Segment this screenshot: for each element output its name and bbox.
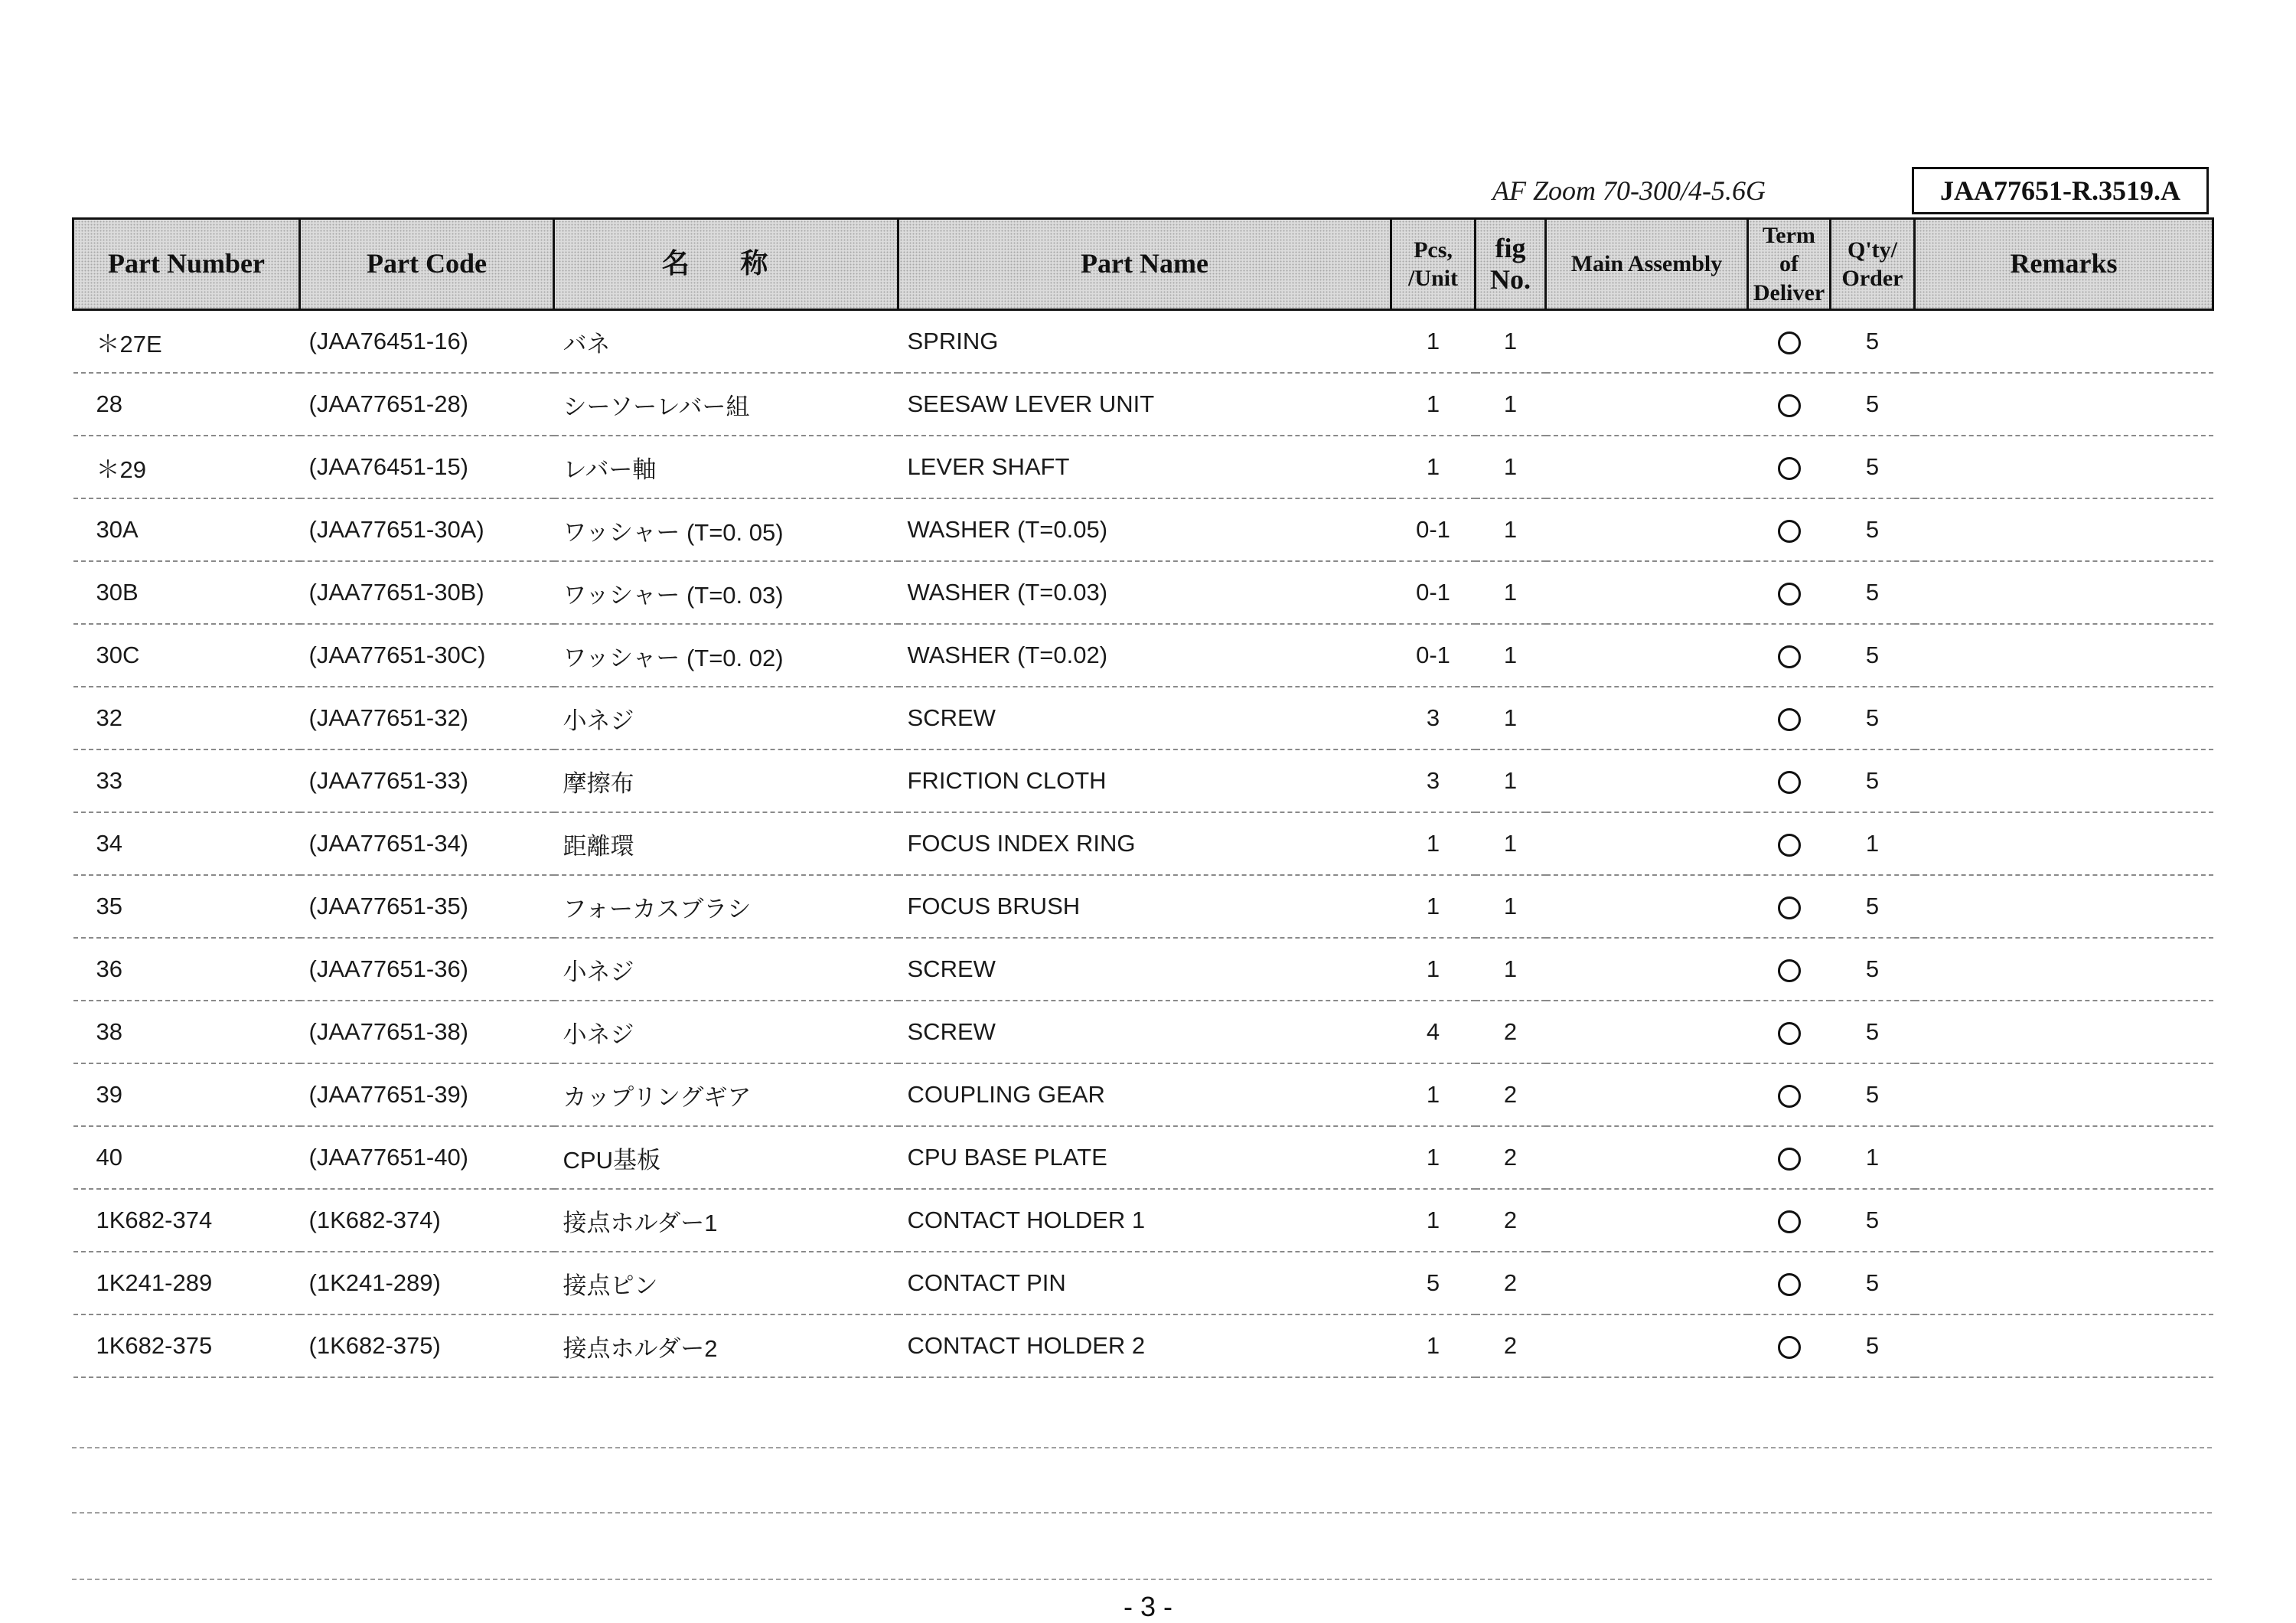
table-row xyxy=(73,1314,2213,1377)
circle-mark-icon xyxy=(1778,959,1801,982)
col-part-name: Part Name xyxy=(899,219,1391,310)
cell-qty-order: 5 xyxy=(1831,1189,1915,1252)
cell-term-of-deliver xyxy=(1748,875,1831,938)
cell-part-name: FOCUS INDEX RING xyxy=(899,812,1391,875)
cell-main-assembly xyxy=(1546,938,1748,1001)
table-row xyxy=(73,373,2213,436)
cell-remarks xyxy=(1915,1126,2213,1189)
cell-fig-no: 1 xyxy=(1476,749,1546,812)
cell-term-of-deliver xyxy=(1748,1063,1831,1126)
cell-part-number: 1K682-375 xyxy=(73,1314,300,1377)
circle-mark-icon xyxy=(1778,457,1801,480)
col-term-of-deliver xyxy=(1748,219,1831,310)
circle-mark-icon xyxy=(1778,1210,1801,1233)
blank-row-line xyxy=(72,1579,2212,1580)
cell-jp-name: バネ xyxy=(554,310,899,374)
circle-mark-icon xyxy=(1778,520,1801,543)
col-term-line1: Term xyxy=(1763,222,1815,248)
cell-main-assembly xyxy=(1546,1314,1748,1377)
cell-qty-order: 5 xyxy=(1831,373,1915,436)
table-row xyxy=(73,561,2213,624)
col-jp-name: 名 称 xyxy=(554,219,899,310)
cell-part-number: 36 xyxy=(73,938,300,1001)
cell-main-assembly xyxy=(1546,687,1748,749)
blank-row-line xyxy=(72,1447,2212,1448)
cell-pcs-unit: 1 xyxy=(1391,1063,1476,1126)
col-remarks: Remarks xyxy=(1915,219,2213,310)
cell-fig-no: 1 xyxy=(1476,561,1546,624)
cell-part-number: 30C xyxy=(73,624,300,687)
cell-part-code: (JAA77651-34) xyxy=(300,812,554,875)
cell-main-assembly xyxy=(1546,624,1748,687)
cell-pcs-unit: 5 xyxy=(1391,1252,1476,1314)
cell-qty-order: 1 xyxy=(1831,812,1915,875)
col-fig-no-line2: No. xyxy=(1490,264,1531,295)
cell-qty-order: 5 xyxy=(1831,498,1915,561)
cell-fig-no: 1 xyxy=(1476,310,1546,374)
cell-part-name: SEESAW LEVER UNIT xyxy=(899,373,1391,436)
cell-fig-no: 2 xyxy=(1476,1126,1546,1189)
cell-term-of-deliver xyxy=(1748,1189,1831,1252)
cell-pcs-unit: 0-1 xyxy=(1391,624,1476,687)
cell-main-assembly xyxy=(1546,1252,1748,1314)
cell-jp-name: 接点ホルダー1 xyxy=(554,1189,899,1252)
cell-pcs-unit: 1 xyxy=(1391,1126,1476,1189)
cell-jp-name: 接点ホルダー2 xyxy=(554,1314,899,1377)
cell-qty-order: 5 xyxy=(1831,875,1915,938)
cell-main-assembly xyxy=(1546,1063,1748,1126)
cell-remarks xyxy=(1915,875,2213,938)
cell-qty-order: 5 xyxy=(1831,1001,1915,1063)
cell-part-name: COUPLING GEAR xyxy=(899,1063,1391,1126)
table-row xyxy=(73,624,2213,687)
table-row xyxy=(73,1126,2213,1189)
table-row xyxy=(73,436,2213,498)
cell-qty-order: 5 xyxy=(1831,1252,1915,1314)
cell-part-code: (1K682-375) xyxy=(300,1314,554,1377)
cell-part-number: 1K682-374 xyxy=(73,1189,300,1252)
cell-jp-name: 接点ピン xyxy=(554,1252,899,1314)
cell-remarks xyxy=(1915,1001,2213,1063)
cell-jp-name: シーソーレバー組 xyxy=(554,373,899,436)
cell-remarks xyxy=(1915,749,2213,812)
cell-part-name: FOCUS BRUSH xyxy=(899,875,1391,938)
cell-remarks xyxy=(1915,310,2213,374)
cell-pcs-unit: 3 xyxy=(1391,749,1476,812)
cell-term-of-deliver xyxy=(1748,624,1831,687)
cell-pcs-unit: 0-1 xyxy=(1391,498,1476,561)
cell-main-assembly xyxy=(1546,310,1748,374)
circle-mark-icon xyxy=(1778,1273,1801,1296)
table-row xyxy=(73,938,2213,1001)
model-title: AF Zoom 70-300/4-5.6G xyxy=(1492,175,1766,206)
cell-main-assembly xyxy=(1546,498,1748,561)
cell-part-number: 28 xyxy=(73,373,300,436)
cell-part-number: 33 xyxy=(73,749,300,812)
cell-main-assembly xyxy=(1546,1126,1748,1189)
cell-main-assembly xyxy=(1546,373,1748,436)
cell-remarks xyxy=(1915,938,2213,1001)
cell-main-assembly xyxy=(1546,812,1748,875)
cell-part-code: (JAA77651-30C) xyxy=(300,624,554,687)
cell-jp-name: 小ネジ xyxy=(554,938,899,1001)
cell-part-code: (JAA77651-28) xyxy=(300,373,554,436)
cell-part-number: 38 xyxy=(73,1001,300,1063)
cell-jp-name: レバー軸 xyxy=(554,436,899,498)
cell-term-of-deliver xyxy=(1748,1252,1831,1314)
cell-fig-no: 1 xyxy=(1476,938,1546,1001)
cell-term-of-deliver xyxy=(1748,938,1831,1001)
cell-pcs-unit: 0-1 xyxy=(1391,561,1476,624)
cell-qty-order: 5 xyxy=(1831,310,1915,374)
cell-part-number: 40 xyxy=(73,1126,300,1189)
cell-part-code: (JAA77651-30B) xyxy=(300,561,554,624)
cell-term-of-deliver xyxy=(1748,1001,1831,1063)
cell-part-code: (JAA77651-38) xyxy=(300,1001,554,1063)
cell-part-code: (JAA77651-36) xyxy=(300,938,554,1001)
cell-term-of-deliver xyxy=(1748,498,1831,561)
col-qty-line1: Q'ty/ xyxy=(1848,237,1897,263)
col-qty-line2: Order xyxy=(1841,266,1903,291)
cell-fig-no: 1 xyxy=(1476,812,1546,875)
page-number: - 3 - xyxy=(1123,1591,1172,1622)
cell-fig-no: 2 xyxy=(1476,1252,1546,1314)
cell-term-of-deliver xyxy=(1748,373,1831,436)
cell-remarks xyxy=(1915,812,2213,875)
table-row xyxy=(73,687,2213,749)
cell-part-name: SCREW xyxy=(899,938,1391,1001)
cell-part-code: (JAA76451-16) xyxy=(300,310,554,374)
cell-part-name: CONTACT HOLDER 2 xyxy=(899,1314,1391,1377)
cell-qty-order: 1 xyxy=(1831,1126,1915,1189)
cell-main-assembly xyxy=(1546,749,1748,812)
table-row xyxy=(73,310,2213,374)
parts-table xyxy=(72,217,2214,1378)
cell-term-of-deliver xyxy=(1748,812,1831,875)
table-row xyxy=(73,749,2213,812)
cell-part-code: (JAA77651-30A) xyxy=(300,498,554,561)
col-term-line3: Deliver xyxy=(1753,279,1825,305)
col-pcs-unit-line2: /Unit xyxy=(1407,266,1458,291)
cell-term-of-deliver xyxy=(1748,1126,1831,1189)
cell-term-of-deliver xyxy=(1748,436,1831,498)
cell-fig-no: 2 xyxy=(1476,1314,1546,1377)
cell-main-assembly xyxy=(1546,875,1748,938)
cell-part-number: ＊27E xyxy=(73,310,300,374)
table-body xyxy=(73,310,2213,1378)
cell-part-name: CPU BASE PLATE xyxy=(899,1126,1391,1189)
cell-main-assembly xyxy=(1546,1001,1748,1063)
blank-row-line xyxy=(72,1512,2212,1514)
col-term-line2: of xyxy=(1779,251,1799,277)
cell-part-number: 30A xyxy=(73,498,300,561)
cell-part-code: (1K241-289) xyxy=(300,1252,554,1314)
cell-term-of-deliver xyxy=(1748,687,1831,749)
table-row xyxy=(73,1001,2213,1063)
cell-remarks xyxy=(1915,1314,2213,1377)
circle-mark-icon xyxy=(1778,394,1801,417)
cell-remarks xyxy=(1915,624,2213,687)
cell-term-of-deliver xyxy=(1748,749,1831,812)
circle-mark-icon xyxy=(1778,1336,1801,1359)
col-part-code: Part Code xyxy=(300,219,554,310)
cell-pcs-unit: 1 xyxy=(1391,875,1476,938)
cell-remarks xyxy=(1915,373,2213,436)
cell-remarks xyxy=(1915,1189,2213,1252)
cell-part-number: 1K241-289 xyxy=(73,1252,300,1314)
cell-fig-no: 1 xyxy=(1476,498,1546,561)
cell-qty-order: 5 xyxy=(1831,687,1915,749)
cell-part-code: (JAA77651-39) xyxy=(300,1063,554,1126)
cell-fig-no: 1 xyxy=(1476,436,1546,498)
cell-part-number: 30B xyxy=(73,561,300,624)
cell-main-assembly xyxy=(1546,1189,1748,1252)
col-fig-no-line1: fig xyxy=(1495,232,1526,263)
table-row xyxy=(73,498,2213,561)
cell-qty-order: 5 xyxy=(1831,1314,1915,1377)
cell-part-name: LEVER SHAFT xyxy=(899,436,1391,498)
cell-qty-order: 5 xyxy=(1831,561,1915,624)
cell-part-name: SCREW xyxy=(899,1001,1391,1063)
cell-part-number: ＊29 xyxy=(73,436,300,498)
cell-fig-no: 2 xyxy=(1476,1189,1546,1252)
cell-fig-no: 2 xyxy=(1476,1001,1546,1063)
cell-part-name: FRICTION CLOTH xyxy=(899,749,1391,812)
cell-fig-no: 1 xyxy=(1476,875,1546,938)
cell-jp-name: 摩擦布 xyxy=(554,749,899,812)
cell-remarks xyxy=(1915,436,2213,498)
cell-pcs-unit: 1 xyxy=(1391,1189,1476,1252)
cell-fig-no: 1 xyxy=(1476,624,1546,687)
col-pcs-unit xyxy=(1391,219,1476,310)
circle-mark-icon xyxy=(1778,1022,1801,1045)
cell-term-of-deliver xyxy=(1748,310,1831,374)
cell-remarks xyxy=(1915,561,2213,624)
cell-qty-order: 5 xyxy=(1831,624,1915,687)
circle-mark-icon xyxy=(1778,1148,1801,1171)
cell-term-of-deliver xyxy=(1748,561,1831,624)
cell-jp-name: フォーカスブラシ xyxy=(554,875,899,938)
cell-part-code: (JAA77651-35) xyxy=(300,875,554,938)
cell-part-number: 39 xyxy=(73,1063,300,1126)
table-row xyxy=(73,1189,2213,1252)
cell-part-code: (JAA77651-32) xyxy=(300,687,554,749)
cell-jp-name: ワッシャー (T=0. 02) xyxy=(554,624,899,687)
circle-mark-icon xyxy=(1778,1085,1801,1108)
cell-main-assembly xyxy=(1546,561,1748,624)
cell-pcs-unit: 1 xyxy=(1391,938,1476,1001)
cell-remarks xyxy=(1915,1063,2213,1126)
cell-pcs-unit: 4 xyxy=(1391,1001,1476,1063)
cell-part-name: CONTACT PIN xyxy=(899,1252,1391,1314)
cell-jp-name: ワッシャー (T=0. 05) xyxy=(554,498,899,561)
cell-part-name: WASHER (T=0.02) xyxy=(899,624,1391,687)
cell-part-name: CONTACT HOLDER 1 xyxy=(899,1189,1391,1252)
cell-qty-order: 5 xyxy=(1831,1063,1915,1126)
cell-pcs-unit: 3 xyxy=(1391,687,1476,749)
col-pcs-unit-line1: Pcs, xyxy=(1414,237,1453,263)
cell-jp-name: カップリングギア xyxy=(554,1063,899,1126)
cell-part-number: 35 xyxy=(73,875,300,938)
circle-mark-icon xyxy=(1778,583,1801,606)
table-row xyxy=(73,812,2213,875)
circle-mark-icon xyxy=(1778,896,1801,919)
cell-jp-name: 小ネジ xyxy=(554,687,899,749)
document-number: JAA77651-R.3519.A xyxy=(1912,167,2209,214)
cell-part-code: (1K682-374) xyxy=(300,1189,554,1252)
col-main-assembly: Main Assembly xyxy=(1546,219,1748,310)
cell-part-name: WASHER (T=0.03) xyxy=(899,561,1391,624)
cell-pcs-unit: 1 xyxy=(1391,373,1476,436)
cell-pcs-unit: 1 xyxy=(1391,1314,1476,1377)
cell-jp-name: ワッシャー (T=0. 03) xyxy=(554,561,899,624)
cell-fig-no: 2 xyxy=(1476,1063,1546,1126)
cell-remarks xyxy=(1915,498,2213,561)
table-header xyxy=(73,219,2213,310)
cell-pcs-unit: 1 xyxy=(1391,436,1476,498)
cell-part-name: WASHER (T=0.05) xyxy=(899,498,1391,561)
cell-part-name: SCREW xyxy=(899,687,1391,749)
cell-jp-name: 距離環 xyxy=(554,812,899,875)
table-row xyxy=(73,875,2213,938)
cell-qty-order: 5 xyxy=(1831,938,1915,1001)
col-fig-no xyxy=(1476,219,1546,310)
cell-part-number: 32 xyxy=(73,687,300,749)
circle-mark-icon xyxy=(1778,708,1801,731)
circle-mark-icon xyxy=(1778,645,1801,668)
cell-remarks xyxy=(1915,1252,2213,1314)
table-row xyxy=(73,1063,2213,1126)
cell-jp-name: CPU基板 xyxy=(554,1126,899,1189)
cell-qty-order: 5 xyxy=(1831,749,1915,812)
cell-part-number: 34 xyxy=(73,812,300,875)
cell-main-assembly xyxy=(1546,436,1748,498)
cell-fig-no: 1 xyxy=(1476,687,1546,749)
cell-pcs-unit: 1 xyxy=(1391,812,1476,875)
cell-term-of-deliver xyxy=(1748,1314,1831,1377)
cell-fig-no: 1 xyxy=(1476,373,1546,436)
cell-part-code: (JAA77651-40) xyxy=(300,1126,554,1189)
cell-pcs-unit: 1 xyxy=(1391,310,1476,374)
col-part-number: Part Number xyxy=(73,219,300,310)
circle-mark-icon xyxy=(1778,771,1801,794)
table-row xyxy=(73,1252,2213,1314)
circle-mark-icon xyxy=(1778,834,1801,857)
col-qty-order xyxy=(1831,219,1915,310)
cell-part-name: SPRING xyxy=(899,310,1391,374)
cell-jp-name: 小ネジ xyxy=(554,1001,899,1063)
cell-part-code: (JAA77651-33) xyxy=(300,749,554,812)
cell-qty-order: 5 xyxy=(1831,436,1915,498)
circle-mark-icon xyxy=(1778,331,1801,354)
cell-part-code: (JAA76451-15) xyxy=(300,436,554,498)
cell-remarks xyxy=(1915,687,2213,749)
